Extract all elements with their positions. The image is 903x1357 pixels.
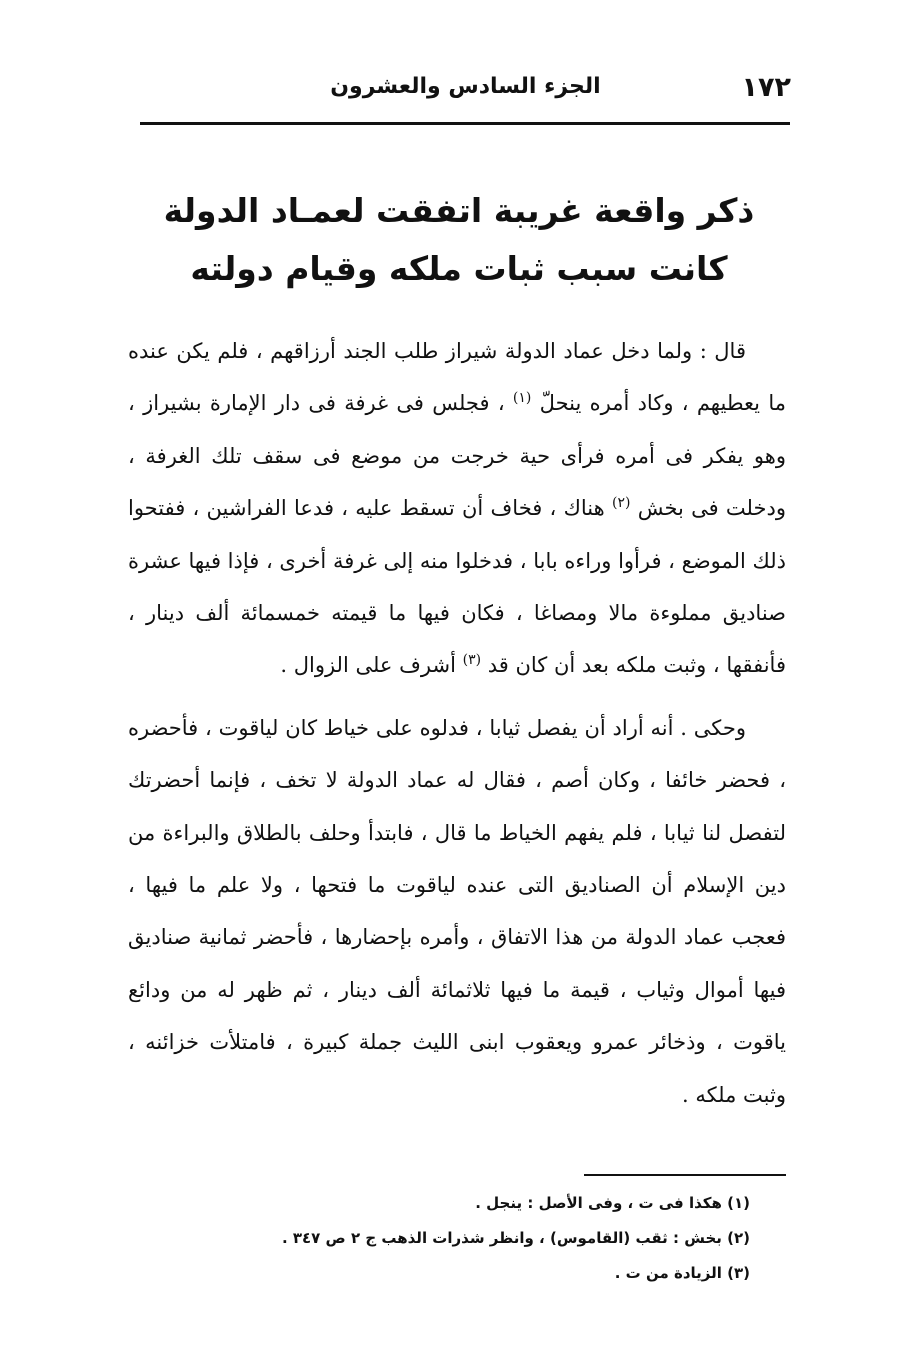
paragraph-1-part-b: ، فجلس فى غرفة فى دار الإمارة بشيراز ، وهو يفكر فى أمره فرأى حية خرجت من موضع فى سقف تلك الغرفة ، ودخلت فى بخش xyxy=(128,391,786,521)
paragraph-1-part-d: أشرف على الزوال . xyxy=(280,653,456,678)
footnotes xyxy=(200,1186,750,1291)
footnote-rule xyxy=(584,1174,786,1176)
paragraph-1-part-a: قال : ولما دخل عماد الدولة شيراز طلب الجند أرزاقهم ، فلم يكن عنده ما يعطيهم ، وكاد أمره ينحلّ xyxy=(128,339,786,416)
footnote-marker-3: (٣) xyxy=(462,652,482,669)
footnote-marker-1: (١) xyxy=(512,390,532,407)
chapter-title: ذكر واقعة غريبة اتفقت لعمـاد الدولة كانت سبب ثبات ملكه وقيام دولته xyxy=(163,191,755,288)
running-header xyxy=(140,68,791,108)
footnote-1: (١) هكذا فى ت ، وفى الأصل : ينجل . xyxy=(475,1194,750,1212)
footnote-marker-2: (٢) xyxy=(611,495,631,512)
footnote-2: (٢) بخش : ثقب (القاموس) ، وانظر شذرات الذهب ج ٢ ص ٣٤٧ . xyxy=(281,1229,750,1247)
paragraph-1-part-c: هناك ، فخاف أن تسقط عليه ، فدعا الفراشين ، ففتحوا ذلك الموضع ، فرأوا وراءه بابا ، فدخلوا منه إلى غرفة أخرى ، فإذا فيها عشرة صناديق مملوءة مالا ومصاغا ، فكان فيها ما قيمته خمسمائة ألف دينار ، فأنفقها ، وثبت ملكه بعد أن كان قد xyxy=(128,496,786,678)
header-rule xyxy=(140,122,790,125)
main-text xyxy=(128,325,786,1121)
paragraph-1 xyxy=(128,325,786,692)
running-title: الجزء السادس والعشرون xyxy=(330,74,601,99)
footnote-3: (٣) الزيادة من ت . xyxy=(614,1264,750,1282)
page-number: ١٧٢ xyxy=(741,72,791,103)
paragraph-2: وحكى . أنه أراد أن يفصل ثيابا ، فدلوه على خياط كان لياقوت ، فأحضره ، فحضر خائفا ، وكان أصم ، فقال له عماد الدولة لا تخف ، فإنما أحضرتك لتفصل لنا ثيابا ، فلم يفهم الخياط ما قال ، فابتدأ وحلف بالطلاق والبراءة من دين الإسلام أن الصناديق التى عنده لياقوت ما فتحها ، ولا علم ما فيها ، فعجب عماد الدولة من هذا الاتفاق ، وأمره بإحضارها ، فأحضر ثمانية صناديق فيها أموال وثياب ، قيمة ما فيها ثلاثمائة ألف دينار ، ثم ظهر له من ودائع ياقوت ، وذخائر عمرو ويعقوب ابنى الليث جملة كبيرة ، فامتلأت خزائنه ، وثبت ملكه . xyxy=(128,715,786,1107)
